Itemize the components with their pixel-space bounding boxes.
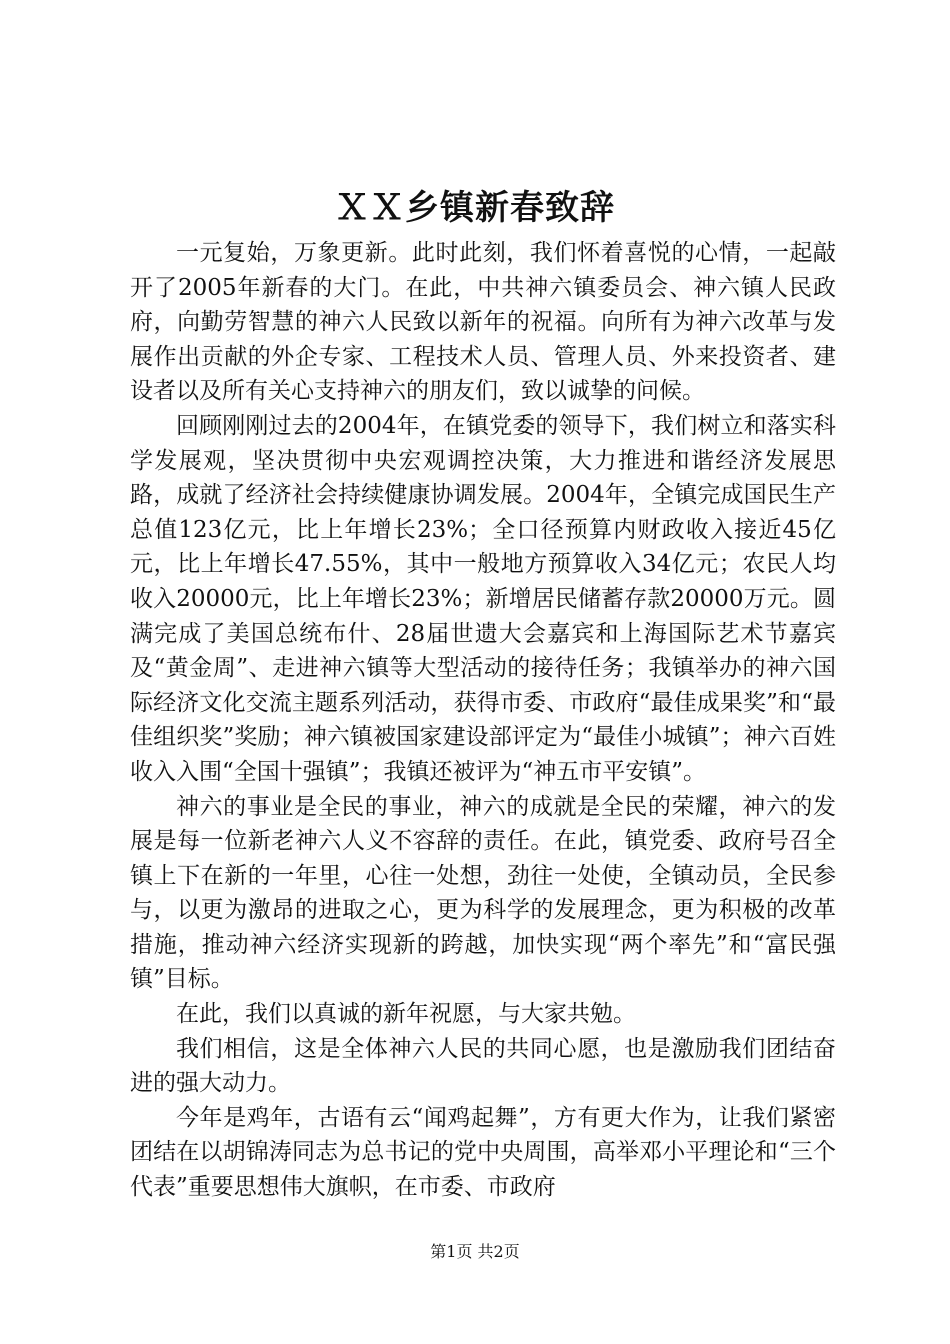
paragraph-3: 神六的事业是全民的事业，神六的成就是全民的荣耀，神六的发展是每一位新老神六人义不容辞的责任。在此，镇党委、政府号召全镇上下在新的一年里，心往一处想，劲往一处使，全镇动员，全民参与，以更为激昂的进取之心，更为科学的发展理念，更为积极的改革措施，推动神六经济实现新的跨越，加快实现“两个率先”和“富民强镇”目标。 (130, 793, 836, 993)
paragraph-4: 在此，我们以真诚的新年祝愿，与大家共勉。 (176, 1001, 636, 1028)
paragraph-6: 今年是鸡年，古语有云“闻鸡起舞”，方有更大作为，让我们紧密团结在以胡锦涛同志为总书记的党中央周围，高举邓小平理论和“三个代表”重要思想伟大旗帜，在市委、市政府 (130, 1104, 836, 1201)
paragraph-1: 一元复始，万象更新。此时此刻，我们怀着喜悦的心情，一起敲开了2005年新春的大门。在此，中共神六镇委员会、神六镇人民政府，向勤劳智慧的神六人民致以新年的祝福。向所有为神六改革与发展作出贡献的外企专家、工程技术人员、管理人员、外来投资者、建设者以及所有关心支持神六的朋友们，致以诚挚的问候。 (130, 240, 836, 405)
document-body (130, 236, 836, 1205)
paragraph-2: 回顾刚刚过去的2004年，在镇党委的领导下，我们树立和落实科学发展观，坚决贯彻中央宏观调控决策，大力推进和谐经济发展思路，成就了经济社会持续健康协调发展。2004年，全镇完成国民生产总值123亿元，比上年增长23%；全口径预算内财政收入接近45亿元，比上年增长47.55%，其中一般地方预算收入34亿元；农民人均收入20000元，比上年增长23%；新增居民储蓄存款20000万元。圆满完成了美国总统布什、28届世遗大会嘉宾和上海国际艺术节嘉宾及“黄金周”、走进神六镇等大型活动的接待任务；我镇举办的神六国际经济文化交流主题系列活动，获得市委、市政府“最佳成果奖”和“最佳组织奖”奖励；神六镇被国家建设部评定为“最佳小城镇”；神六百姓收入入围“全国十强镇”；我镇还被评为“神五市平安镇”。 (130, 412, 836, 785)
paragraph-5: 我们相信，这是全体神六人民的共同心愿，也是激励我们团结奋进的强大动力。 (130, 1035, 836, 1097)
document-title: ＸＸ乡镇新春致辞 (335, 188, 615, 228)
page-footer: 第1页 共2页 (430, 1242, 520, 1261)
